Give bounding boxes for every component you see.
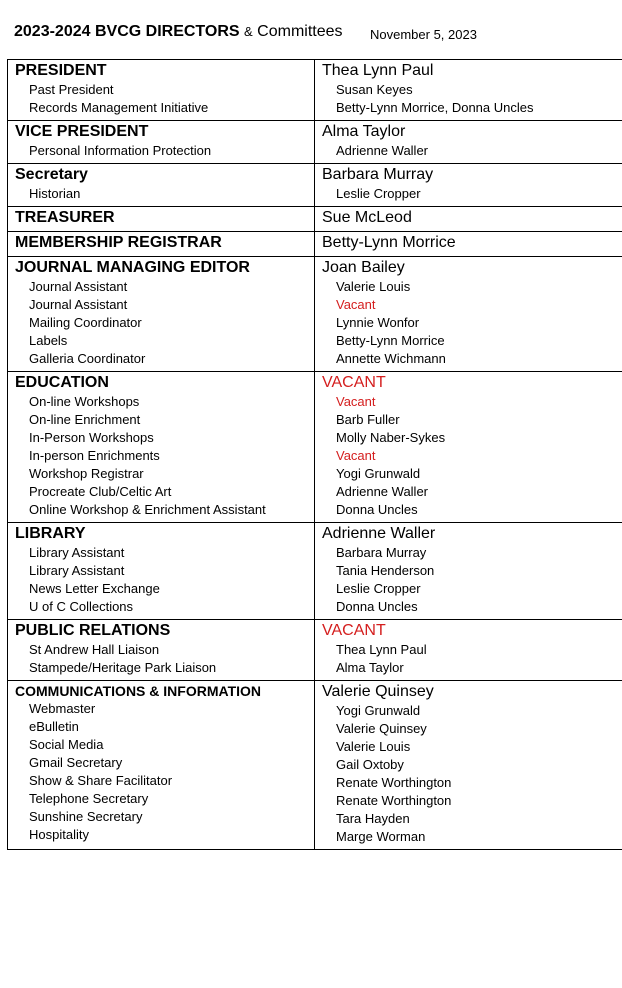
role-cell — [8, 232, 315, 257]
sub-role-holder: Tania Henderson — [336, 563, 435, 578]
name-cell — [315, 681, 622, 850]
committee-row — [8, 121, 622, 164]
sub-role-label: Webmaster — [29, 701, 96, 716]
document-date: November 5, 2023 — [370, 27, 477, 42]
role-cell — [8, 257, 315, 372]
committee-row — [8, 232, 622, 257]
role-title: EDUCATION — [15, 374, 109, 391]
sub-role-label: Library Assistant — [29, 545, 125, 560]
sub-role-holder: Barbara Murray — [336, 545, 427, 560]
sub-role-label: Mailing Coordinator — [29, 315, 142, 330]
sub-role-holder: Betty-Lynn Morrice, Donna Uncles — [336, 100, 534, 115]
sub-role-label: Sunshine Secretary — [29, 809, 143, 824]
role-cell — [8, 372, 315, 523]
sub-role-holder: Leslie Cropper — [336, 581, 421, 596]
sub-role-label: Past President — [29, 82, 114, 97]
name-cell — [315, 372, 622, 523]
sub-role-label: Telephone Secretary — [29, 791, 149, 806]
sub-role-label: U of C Collections — [29, 599, 134, 614]
role-title: MEMBERSHIP REGISTRAR — [15, 234, 222, 251]
sub-role-label: Labels — [29, 333, 68, 348]
role-holder: Betty-Lynn Morrice — [322, 234, 456, 251]
sub-role-holder: Valerie Quinsey — [336, 721, 427, 736]
title-ampersand: & — [244, 24, 253, 39]
sub-role-holder: Annette Wichmann — [336, 351, 446, 366]
sub-role-holder: Donna Uncles — [336, 599, 418, 614]
role-holder: Barbara Murray — [322, 166, 434, 183]
role-cell — [8, 523, 315, 620]
sub-role-holder: Vacant — [336, 394, 376, 409]
sub-role-holder: Donna Uncles — [336, 502, 418, 517]
sub-role-label: In-person Enrichments — [29, 448, 160, 463]
sub-role-label: Galleria Coordinator — [29, 351, 146, 366]
role-title: LIBRARY — [15, 525, 86, 542]
sub-role-holder: Vacant — [336, 297, 376, 312]
name-cell — [315, 620, 622, 681]
sub-role-holder: Susan Keyes — [336, 82, 413, 97]
committee-row — [8, 620, 622, 681]
sub-role-holder: Valerie Louis — [336, 279, 411, 294]
role-title: PRESIDENT — [15, 62, 107, 79]
name-cell — [315, 523, 622, 620]
title-main: 2023-2024 BVCG DIRECTORS — [14, 23, 240, 40]
committee-row — [8, 164, 622, 207]
sub-role-holder: Gail Oxtoby — [336, 757, 404, 772]
committee-row — [8, 207, 622, 232]
sub-role-label: Online Workshop & Enrichment Assistant — [29, 502, 266, 517]
sub-role-holder: Molly Naber-Sykes — [336, 430, 446, 445]
sub-role-holder: Renate Worthington — [336, 775, 452, 790]
sub-role-label: News Letter Exchange — [29, 581, 160, 596]
sub-role-label: Records Management Initiative — [29, 100, 209, 115]
role-holder: VACANT — [322, 374, 386, 391]
role-holder: Joan Bailey — [322, 259, 405, 276]
role-cell — [8, 60, 315, 121]
sub-role-label: Historian — [29, 186, 81, 201]
name-cell — [315, 164, 622, 207]
title-committees: Committees — [257, 23, 343, 40]
role-title: COMMUNICATIONS & INFORMATION — [15, 683, 262, 699]
role-title: TREASURER — [15, 209, 115, 226]
role-title: JOURNAL MANAGING EDITOR — [15, 259, 250, 276]
role-holder: VACANT — [322, 622, 386, 639]
role-holder: Adrienne Waller — [322, 525, 436, 542]
sub-role-holder: Tara Hayden — [336, 811, 410, 826]
sub-role-label: Stampede/Heritage Park Liaison — [29, 660, 217, 675]
sub-role-label: Journal Assistant — [29, 297, 128, 312]
sub-role-label: Social Media — [29, 737, 104, 752]
role-cell — [8, 164, 315, 207]
name-cell — [315, 121, 622, 164]
sub-role-label: Workshop Registrar — [29, 466, 144, 481]
committee-row — [8, 60, 622, 121]
role-holder: Valerie Quinsey — [322, 683, 434, 700]
sub-role-label: eBulletin — [29, 719, 79, 734]
committee-row — [8, 523, 622, 620]
sub-role-label: St Andrew Hall Liaison — [29, 642, 160, 657]
sub-role-label: On-line Workshops — [29, 394, 140, 409]
role-title: PUBLIC RELATIONS — [15, 622, 171, 639]
sub-role-label: Library Assistant — [29, 563, 125, 578]
role-holder: Thea Lynn Paul — [322, 62, 434, 79]
sub-role-holder: Marge Worman — [336, 829, 426, 844]
sub-role-holder: Alma Taylor — [336, 660, 404, 675]
sub-role-holder: Adrienne Waller — [336, 484, 429, 499]
name-cell — [315, 257, 622, 372]
role-cell — [8, 620, 315, 681]
committee-row — [8, 681, 622, 850]
committee-row — [8, 372, 622, 523]
sub-role-holder: Yogi Grunwald — [336, 466, 421, 481]
sub-role-holder: Renate Worthington — [336, 793, 452, 808]
role-cell — [8, 681, 315, 850]
sub-role-label: Personal Information Protection — [29, 143, 212, 158]
sub-role-label: Gmail Secretary — [29, 755, 123, 770]
sub-role-label: On-line Enrichment — [29, 412, 141, 427]
sub-role-label: Hospitality — [29, 827, 89, 842]
sub-role-label: Show & Share Facilitator — [29, 773, 173, 788]
role-holder: Alma Taylor — [322, 123, 406, 140]
sub-role-holder: Adrienne Waller — [336, 143, 429, 158]
name-cell — [315, 60, 622, 121]
sub-role-holder: Lynnie Wonfor — [336, 315, 420, 330]
sub-role-holder: Thea Lynn Paul — [336, 642, 427, 657]
sub-role-label: Journal Assistant — [29, 279, 128, 294]
sub-role-holder: Vacant — [336, 448, 376, 463]
committee-row — [8, 257, 622, 372]
sub-role-label: Procreate Club/Celtic Art — [29, 484, 172, 499]
document-title — [14, 23, 343, 41]
role-cell — [8, 121, 315, 164]
role-cell — [8, 207, 315, 232]
role-holder: Sue McLeod — [322, 209, 412, 226]
sub-role-holder: Valerie Louis — [336, 739, 411, 754]
role-title: VICE PRESIDENT — [15, 123, 149, 140]
sub-role-holder: Barb Fuller — [336, 412, 400, 427]
name-cell — [315, 232, 622, 257]
name-cell — [315, 207, 622, 232]
sub-role-holder: Betty-Lynn Morrice — [336, 333, 445, 348]
sub-role-holder: Yogi Grunwald — [336, 703, 421, 718]
role-title: Secretary — [15, 166, 88, 183]
sub-role-label: In-Person Workshops — [29, 430, 154, 445]
sub-role-holder: Leslie Cropper — [336, 186, 421, 201]
directors-table — [7, 59, 622, 850]
